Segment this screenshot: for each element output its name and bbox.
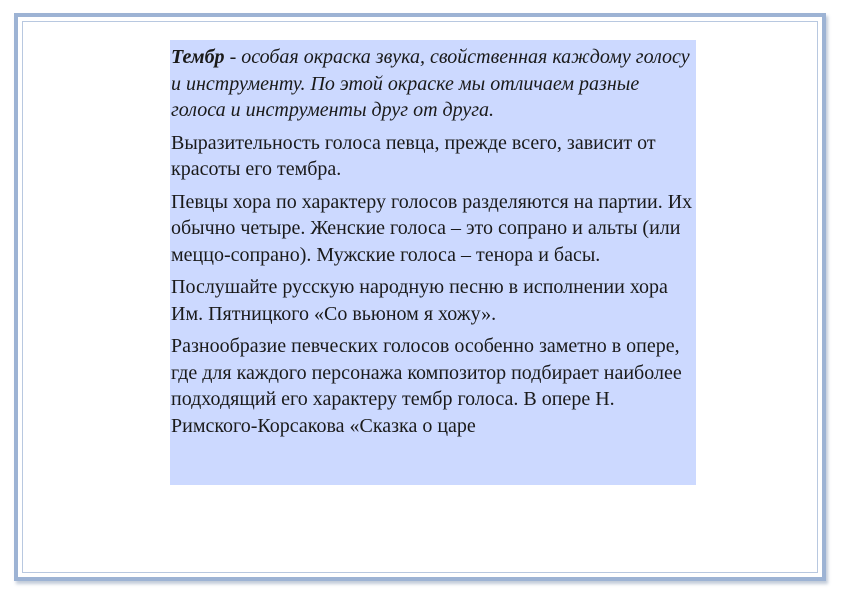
text-box[interactable] <box>170 40 696 485</box>
definition-term: Тембр <box>171 46 225 68</box>
paragraph-expressiveness: Выразительность голоса певца, прежде всего, зависит от красоты его тембра. <box>171 131 656 180</box>
paragraph-listen-song: Послушайте русскую народную песню в исполнении хора Им. Пятницкого «Со вьюном я хожу». <box>171 276 668 325</box>
paragraph-choir-parts: Певцы хора по характеру голосов разделяются на партии. Их обычно четыре. Женские голоса – это сопрано и альты (или меццо-сопрано). Мужские голоса – тенора и басы. <box>171 190 693 266</box>
definition-text: - особая окраска звука, свойственная каждому голосу и инструменту. По этой окраске мы отличаем разные голоса и инструменты друг от друга. <box>171 46 690 121</box>
definition-paragraph <box>170 44 696 124</box>
paragraph-opera: Разнообразие певческих голосов особенно заметно в опере, где для каждого персонажа композитор подбирает наиболее подходящий его характеру тембр голоса. В опере Н. Римского-Корсакова «Сказка о царе <box>171 335 682 437</box>
